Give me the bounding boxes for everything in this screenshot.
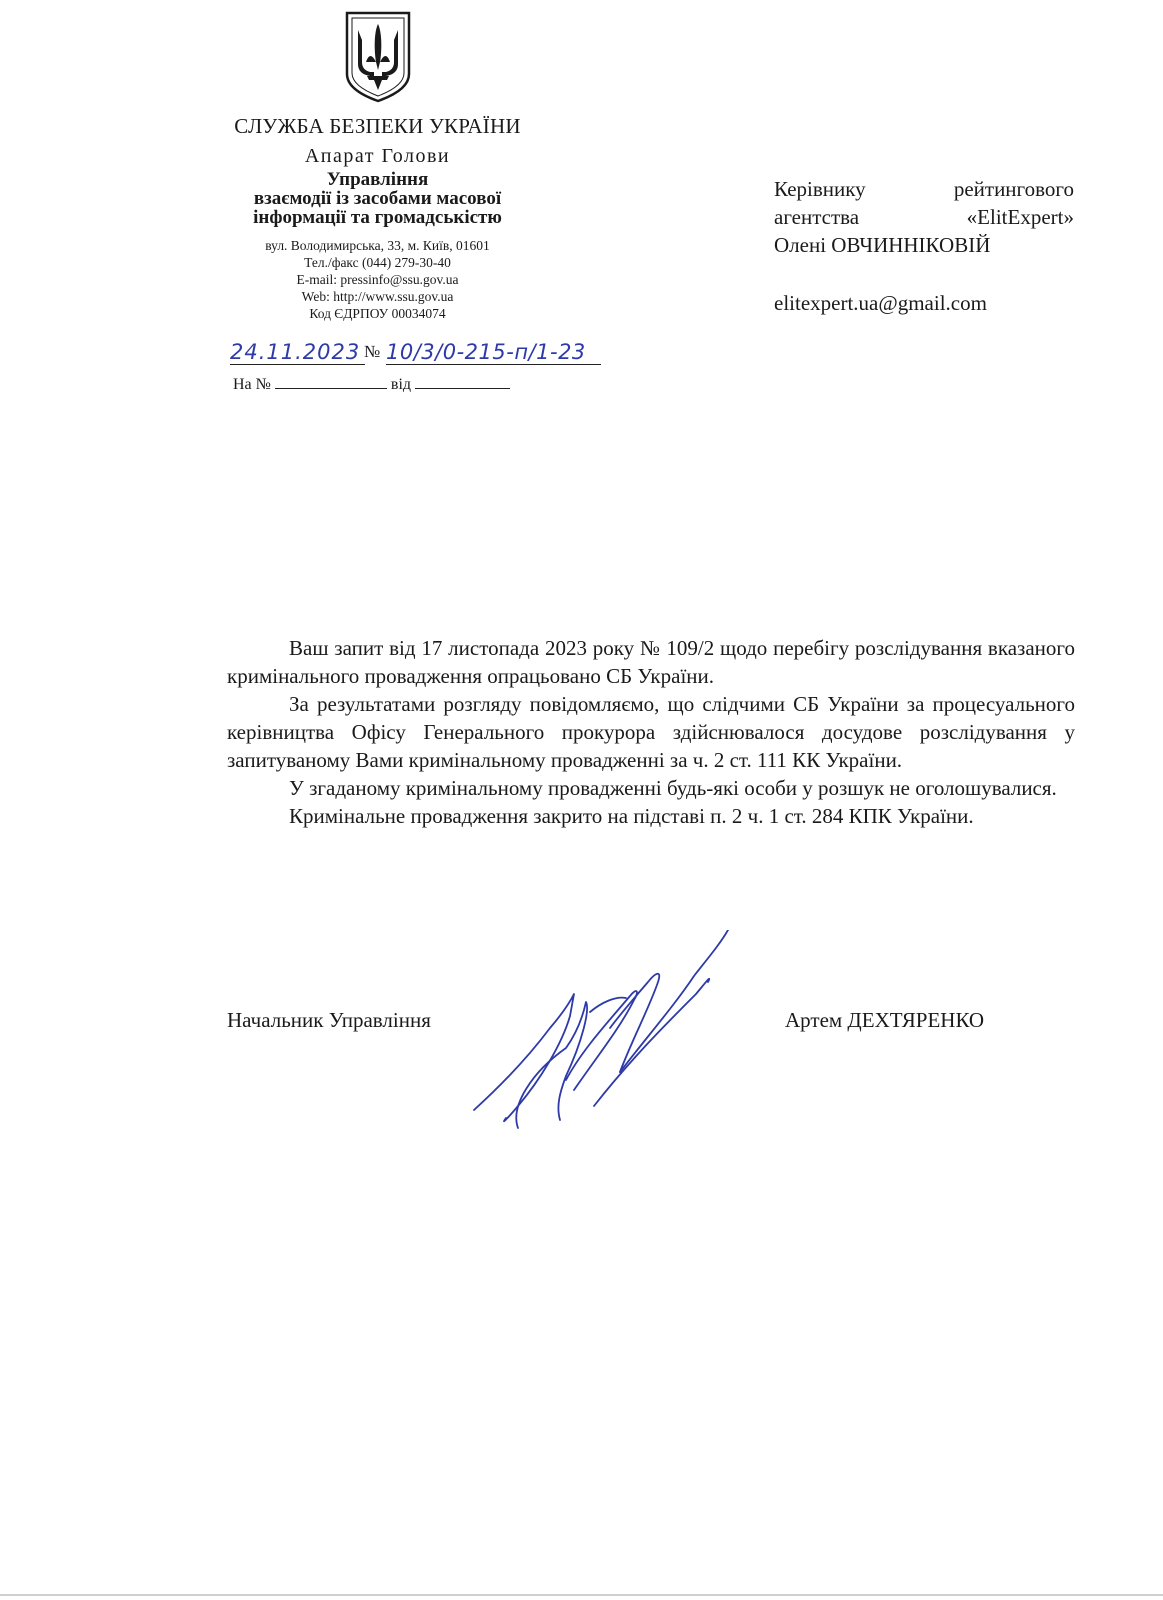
- registration-date: 24.11.2023: [230, 340, 365, 365]
- recipient-name: Олені ОВЧИННІКОВІЙ: [774, 233, 991, 257]
- apparatus-name: Апарат Голови: [304, 145, 451, 167]
- recipient-line: агентства «ElitExpert»: [774, 205, 1074, 229]
- registration-number: 10/3/0-215-п/1-23: [386, 340, 601, 365]
- registration-number-label: №: [364, 342, 381, 361]
- registration-line: [226, 340, 606, 370]
- paragraph: Кримінальне провадження закрито на підставі п. 2 ч. 1 ст. 284 КПК України.: [289, 804, 974, 828]
- edrpou-code: Код ЄДРПОУ 00034074: [309, 306, 446, 321]
- signatory-name: Артем ДЕХТЯРЕНКО: [785, 1008, 985, 1032]
- scan-edge: [0, 1594, 1163, 1596]
- paragraph: Ваш запит від 17 листопада 2023 року № 109/2 щодо перебігу розслідування вказаного кримінального провадження опрацьовано СБ України.: [227, 636, 1075, 688]
- trident-emblem-icon: [343, 10, 413, 104]
- reference-line: [233, 376, 510, 394]
- from-label: від: [390, 376, 412, 393]
- phone: Тел./факс (044) 279-30-40: [304, 255, 451, 270]
- contacts: [200, 237, 555, 322]
- signatory-title: Начальник Управління: [227, 1008, 431, 1032]
- letterhead: [200, 10, 555, 322]
- department-name: [200, 170, 555, 227]
- department-line: інформації та громадськістю: [253, 207, 502, 228]
- org-name: СЛУЖБА БЕЗПЕКИ УКРАЇНИ: [234, 114, 521, 138]
- on-no-blank: [275, 376, 387, 389]
- recipient-block: [774, 175, 1074, 317]
- paragraph: У згаданому кримінальному провадженні будь-які особи у розшук не оголошувалися.: [289, 776, 1057, 800]
- paragraph: За результатами розгляду повідомляємо, що слідчими СБ України за процесуального керівництва Офісу Генерального прокурора здійснювалося досудове розслідування у запитуваному Вами кримінальному провадженні за ч. 2 ст. 111 КК України.: [227, 692, 1075, 772]
- website: Web: http://www.ssu.gov.ua: [301, 289, 454, 304]
- on-no-label: На №: [233, 376, 271, 393]
- handwritten-signature: [470, 930, 750, 1150]
- letter-body: [227, 634, 1075, 830]
- recipient-email: elitexpert.ua@gmail.com: [774, 291, 987, 315]
- from-blank: [415, 376, 510, 389]
- email-address: E-mail: pressinfo@ssu.gov.ua: [296, 272, 459, 287]
- recipient-line: Керівнику рейтингового: [774, 177, 1074, 201]
- department-line: взаємодії із засобами масової: [253, 188, 502, 209]
- address: вул. Володимирська, 33, м. Київ, 01601: [265, 238, 490, 253]
- department-line: Управління: [326, 169, 429, 190]
